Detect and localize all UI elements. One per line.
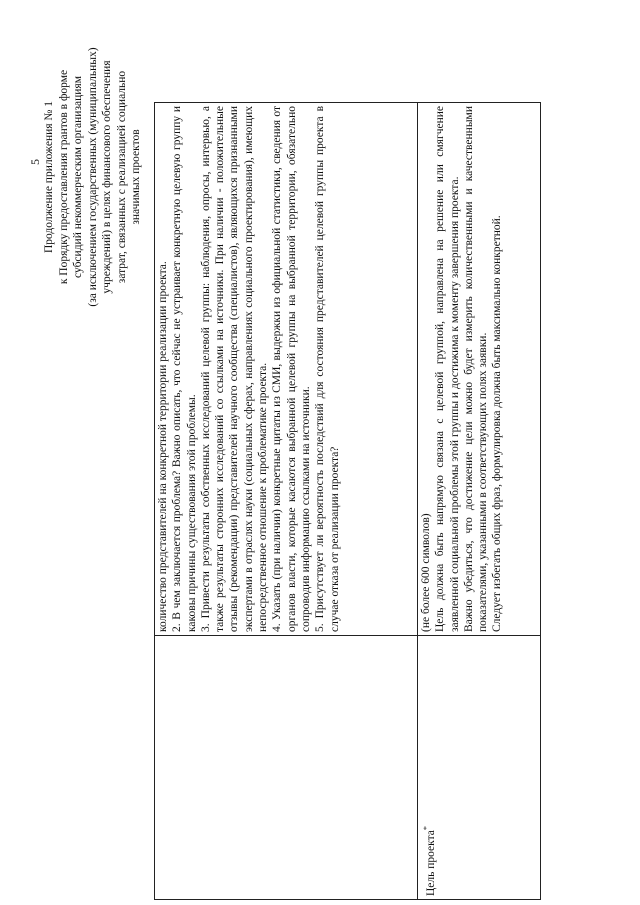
project-goal-label: Цель проекта <box>424 830 437 896</box>
required-mark: * <box>422 826 431 831</box>
problem-paragraph: 5. Присутствует ли вероятность последствий для состояния представителей целевой группы проекта в случае отказа от реализации проекта? <box>314 106 341 632</box>
appendix-header <box>42 0 144 357</box>
problem-paragraph: 2. В чем заключается проблема? Важно описать, что сейчас не устраивает конкретную целевую группу и каковы причины существования этой проблемы. <box>171 106 198 632</box>
page-number: 5 <box>28 159 42 165</box>
goal-paragraph: Важно убедиться, что достижение цели можно будет измерить количественными и качественными показателями, указанными в соответствующих полях заявки. <box>462 106 490 632</box>
project-goal-description-cell <box>418 103 541 636</box>
header-line: значимых проектов <box>130 129 142 225</box>
project-goal-label-cell <box>418 636 541 900</box>
header-line: к Порядку предоставления грантов в форме <box>57 69 70 285</box>
continuation-label-cell <box>155 636 418 900</box>
problem-description-cell <box>155 103 418 636</box>
header-line: учреждений) в целях финансового обеспечения <box>101 60 113 294</box>
application-form-table <box>154 102 541 900</box>
goal-paragraph: (не более 600 символов) <box>420 513 432 632</box>
table-row-problem-continuation <box>155 103 418 900</box>
table-row-project-goal <box>418 103 541 900</box>
header-line: субсидий некоммерческим организациям <box>72 76 84 278</box>
header-line: Продолжение приложения № 1 <box>43 100 55 254</box>
goal-paragraph: Следует избегать общих фраз, формулировка должна быть максимально конкретной. <box>491 215 504 632</box>
header-line: (за исключением государственных (муниципальных) <box>86 47 99 307</box>
header-line: затрат, связанных с реализацией социально <box>115 70 128 284</box>
goal-paragraph: Цель должна быть напрямую связана с целевой группой, направлена на решение или смягчение заявленной социальной проблемы этой группы и достижима к моменту завершения проекта. <box>434 106 461 632</box>
problem-paragraph: 3. Привести результаты собственных исследований целевой группы: наблюдения, опросы, интервью, а также результаты сторонних исследований со ссылками на источники. При наличии - положительные отзывы (рекомендации) представителей научного сообщества (специалистов), являющихся признанными экспертами в отраслях науки (социальных сферах, направлениях социального проектирования), имеющих непосредственное отношение к проблематике проекта. <box>199 106 270 632</box>
problem-paragraph: количество представителей на конкретной территории реализации проекта. <box>157 261 169 632</box>
problem-paragraph: 4. Указать (при наличии) конкретные цитаты из СМИ, выдержки из официальной статистики, сведения от органов власти, которые касаются выбранной целевой группы на выбранной территории, обязательно сопроводив информацию ссылками на источники. <box>271 106 312 632</box>
